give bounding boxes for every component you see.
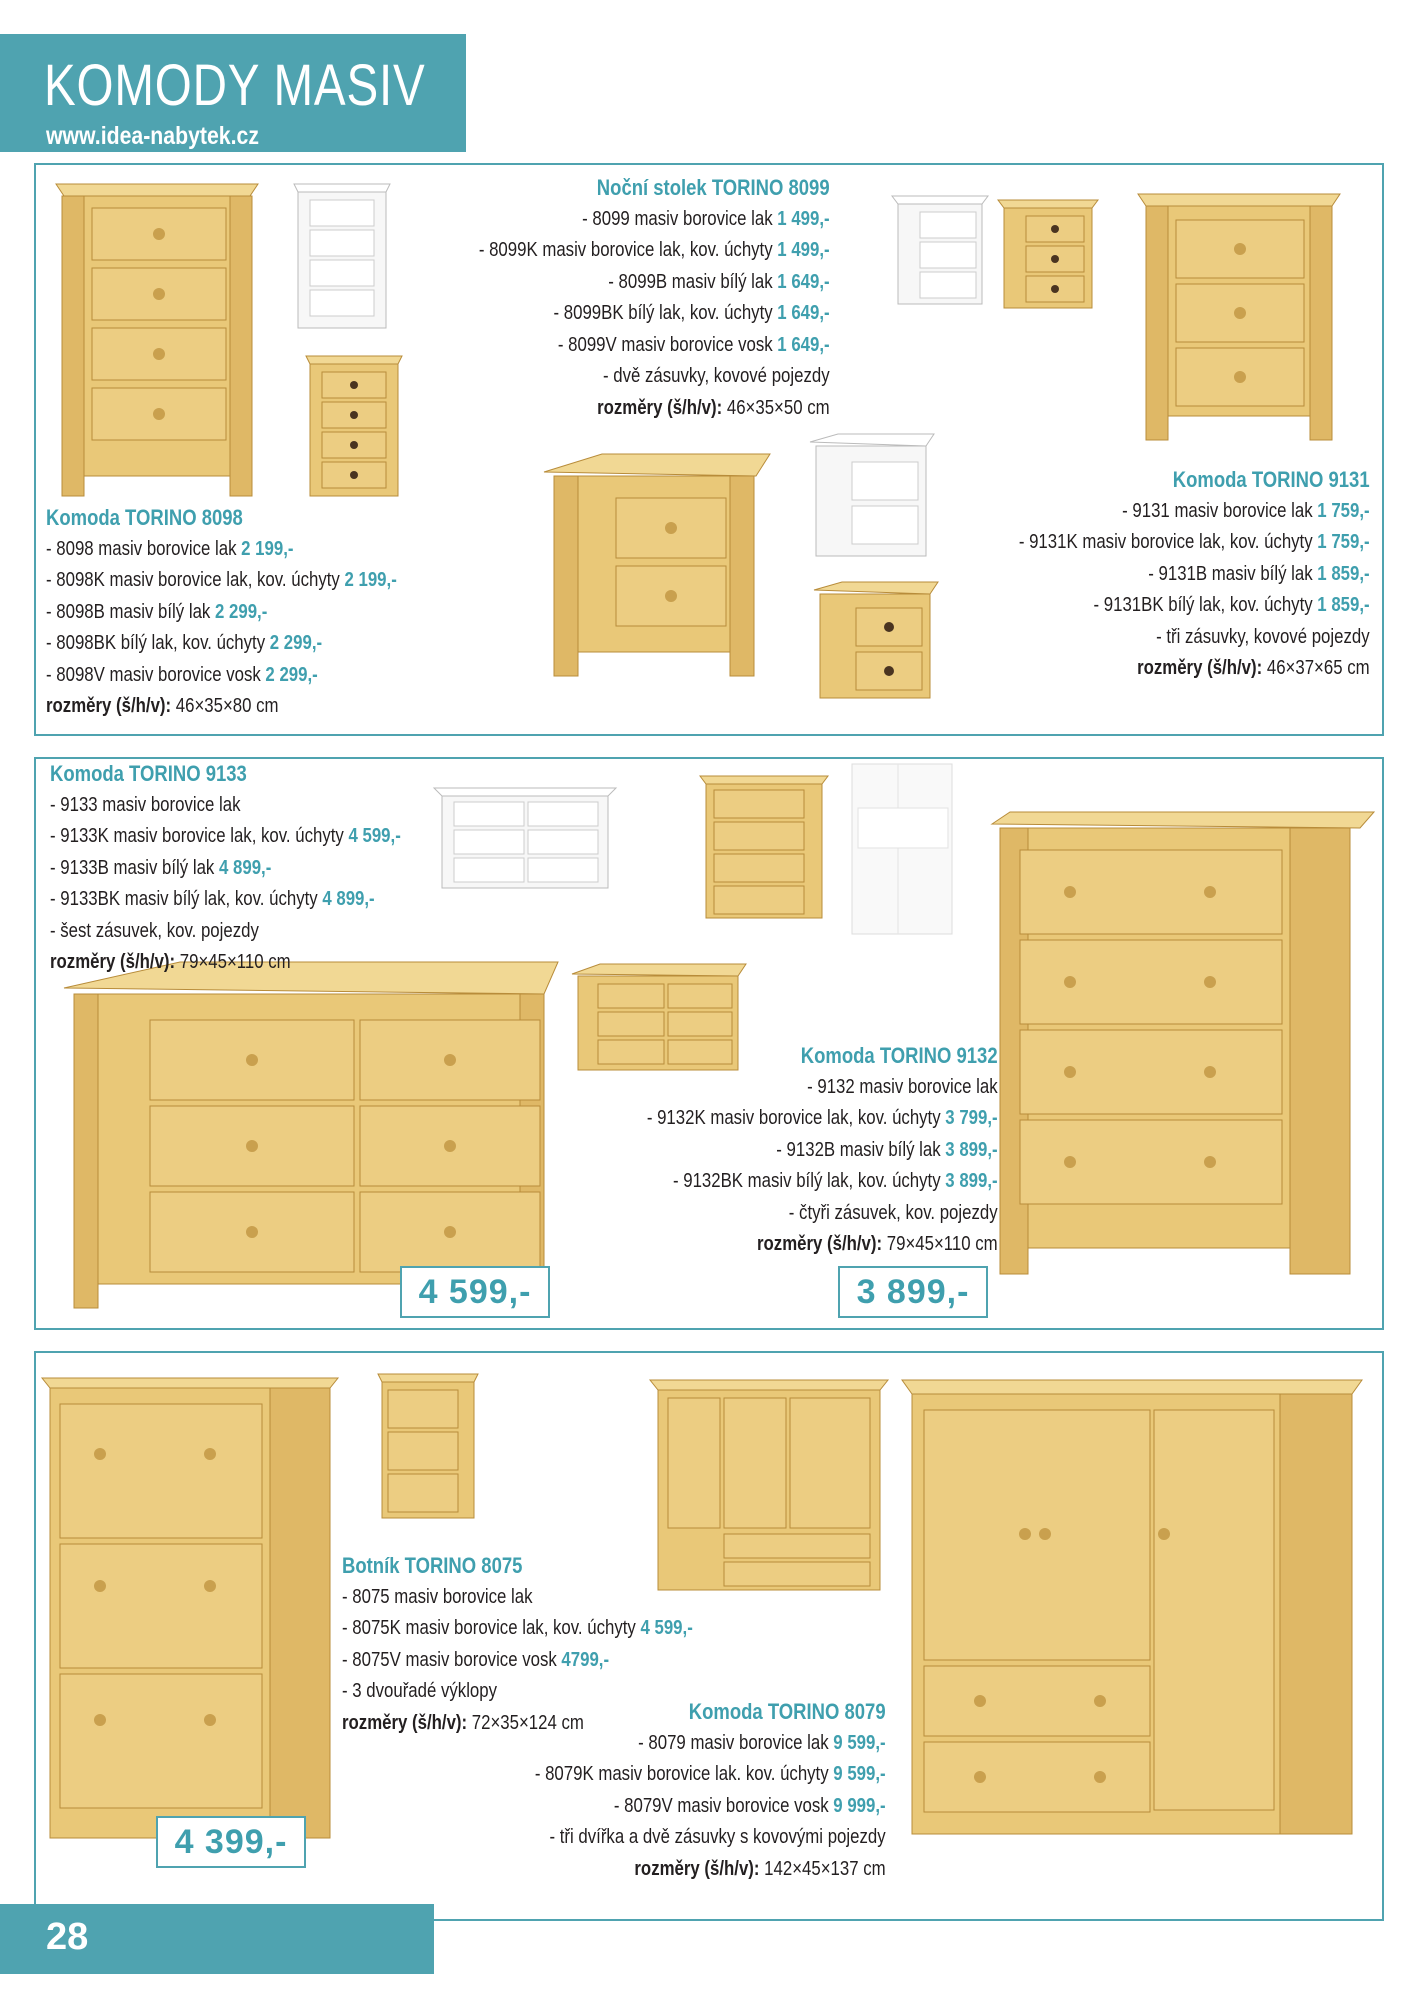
variant-line: - 9132 masiv borovice lak bbox=[807, 1075, 998, 1098]
product-9131-info bbox=[1019, 464, 1370, 685]
variant-line: - 8099V masiv borovice vosk 1 649,- bbox=[558, 333, 830, 356]
variant-line: - 8099K masiv borovice lak, kov. úchyty 1 499,- bbox=[479, 239, 830, 261]
variant-line: - 9131K masiv borovice lak, kov. úchyty 1 759,- bbox=[1019, 531, 1370, 553]
product-9132-info bbox=[647, 1040, 998, 1261]
variant-line: - 3 dvouřadé výklopy bbox=[342, 1680, 498, 1702]
chest-8098-white-image bbox=[292, 180, 392, 340]
variant-line: - 8075 masiv borovice lak bbox=[342, 1585, 533, 1608]
variant-line: - 9133B masiv bílý lak 4 899,- bbox=[50, 856, 272, 879]
variant-line: - 8075V masiv borovice vosk 4799,- bbox=[342, 1648, 610, 1671]
website-url[interactable]: www.idea-nabytek.cz bbox=[46, 122, 259, 150]
variant-line: - 8098V masiv borovice vosk 2 299,- bbox=[46, 663, 318, 686]
chest-9133-white-image bbox=[432, 784, 618, 900]
variant-line: - 8098K masiv borovice lak, kov. úchyty 2 199,- bbox=[46, 569, 397, 591]
variant-line: - 9132BK masiv bílý lak, kov. úchyty 3 899,- bbox=[673, 1170, 998, 1192]
page-footer bbox=[0, 1904, 434, 1974]
shoe-cabinet-8075-image bbox=[40, 1374, 340, 1854]
dimensions: rozměry (š/h/v): 46×35×50 cm bbox=[597, 396, 830, 419]
variant-line: - čtyři zásuvek, kov. pojezdy bbox=[789, 1201, 998, 1224]
variant-line: - 9133K masiv borovice lak, kov. úchyty 4 599,- bbox=[50, 825, 401, 847]
variant-line: - 8079K masiv borovice lak. kov. úchyty 9 599,- bbox=[535, 1763, 886, 1785]
chest-8098-knobs-image bbox=[304, 352, 404, 507]
product-title: Noční stolek TORINO 8099 bbox=[597, 175, 830, 200]
product-8098-info bbox=[46, 502, 397, 723]
chest-9132-pine-image bbox=[990, 810, 1374, 1280]
dimensions: rozměry (š/h/v): 79×45×110 cm bbox=[757, 1233, 998, 1255]
variant-line: - 8098 masiv borovice lak 2 199,- bbox=[46, 537, 294, 560]
chest-9131-knobs-image bbox=[996, 196, 1100, 320]
product-8099-info bbox=[479, 172, 830, 424]
dimensions: rozměry (š/h/v): 79×45×110 cm bbox=[50, 951, 291, 973]
variant-line: - 9131B masiv bílý lak 1 859,- bbox=[1148, 562, 1370, 585]
chest-9132-white-image bbox=[848, 760, 958, 940]
product-8079-info bbox=[535, 1696, 886, 1885]
dimensions: rozměry (š/h/v): 142×45×137 cm bbox=[634, 1857, 886, 1880]
page-title: KOMODY MASIV bbox=[44, 53, 426, 118]
price-badge-8075: 4 399,- bbox=[156, 1816, 306, 1868]
dimensions: rozměry (š/h/v): 72×35×124 cm bbox=[342, 1711, 584, 1734]
variant-line: - 8099BK bílý lak, kov. úchyty 1 649,- bbox=[553, 302, 830, 324]
variant-line: - 9131 masiv borovice lak 1 759,- bbox=[1122, 499, 1370, 522]
dimensions: rozměry (š/h/v): 46×35×80 cm bbox=[46, 695, 279, 717]
chest-9131-white-image bbox=[890, 192, 990, 318]
price-badge-9132: 3 899,- bbox=[838, 1266, 988, 1318]
variant-line: - tři zásuvky, kovové pojezdy bbox=[1156, 625, 1370, 648]
product-title: Botník TORINO 8075 bbox=[342, 1553, 523, 1578]
page-number: 28 bbox=[46, 1916, 89, 1958]
chest-8098-pine-image bbox=[52, 178, 264, 503]
product-title: Komoda TORINO 9133 bbox=[50, 761, 247, 786]
variant-line: - dvě zásuvky, kovové pojezdy bbox=[603, 365, 830, 387]
variant-line: - 8079V masiv borovice vosk 9 999,- bbox=[614, 1794, 886, 1817]
product-9133-info bbox=[50, 758, 401, 979]
nightstand-8099-pine-image bbox=[542, 452, 772, 692]
chest-9131-pine-image bbox=[1136, 186, 1342, 446]
variant-line: - 8099B masiv bílý lak 1 649,- bbox=[608, 270, 830, 293]
product-title: Komoda TORINO 8098 bbox=[46, 505, 243, 530]
shoe-cabinet-8075-small-image bbox=[376, 1370, 480, 1528]
variant-line: - 9133 masiv borovice lak bbox=[50, 793, 241, 816]
cabinet-8079-pine-image bbox=[900, 1374, 1364, 1854]
product-title: Komoda TORINO 9132 bbox=[801, 1043, 998, 1068]
variant-line: - 8075K masiv borovice lak, kov. úchyty 4 599,- bbox=[342, 1617, 693, 1639]
variant-line: - 8098B masiv bílý lak 2 299,- bbox=[46, 600, 268, 623]
product-title: Komoda TORINO 8079 bbox=[689, 1699, 886, 1724]
variant-line: - 9132K masiv borovice lak, kov. úchyty 3 799,- bbox=[647, 1107, 998, 1129]
variant-line: - 8079 masiv borovice lak 9 599,- bbox=[638, 1731, 886, 1754]
nightstand-8099-white-image bbox=[808, 432, 936, 572]
variant-line: - šest zásuvek, kov. pojezdy bbox=[50, 919, 259, 942]
variant-line: - 9133BK masiv bílý lak, kov. úchyty 4 899,- bbox=[50, 888, 375, 910]
product-title: Komoda TORINO 9131 bbox=[1173, 467, 1370, 492]
dimensions: rozměry (š/h/v): 46×37×65 cm bbox=[1137, 657, 1370, 679]
variant-line: - 9132B masiv bílý lak 3 899,- bbox=[776, 1138, 998, 1161]
variant-line: - 8099 masiv borovice lak 1 499,- bbox=[582, 207, 830, 230]
variant-line: - tři dvířka a dvě zásuvky s kovovými pojezdy bbox=[549, 1826, 886, 1848]
page-header bbox=[0, 34, 466, 152]
variant-line: - 9131BK bílý lak, kov. úchyty 1 859,- bbox=[1093, 594, 1370, 616]
nightstand-8099-knobs-image bbox=[812, 580, 940, 714]
price-badge-9133: 4 599,- bbox=[400, 1266, 550, 1318]
chest-9132-small-image bbox=[698, 772, 830, 932]
variant-line: - 8098BK bílý lak, kov. úchyty 2 299,- bbox=[46, 632, 323, 654]
